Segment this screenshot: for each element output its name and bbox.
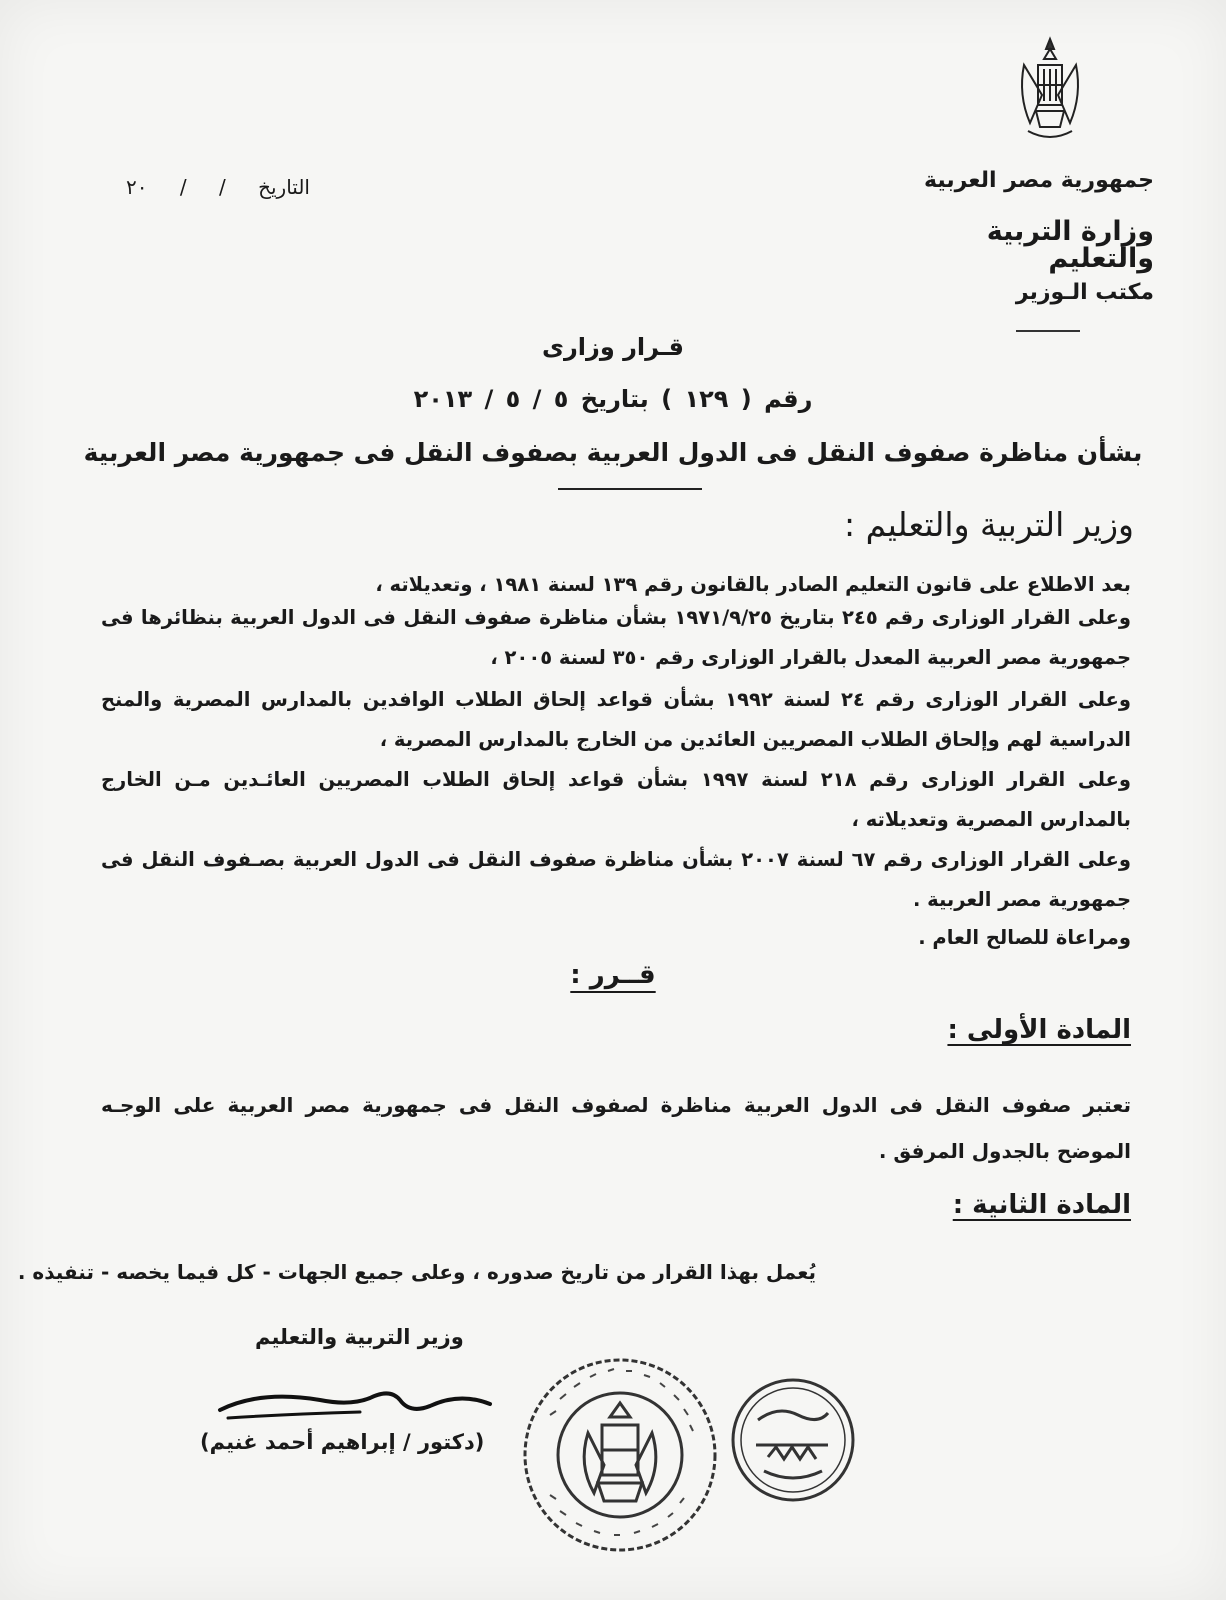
eagle-emblem-icon: [1014, 35, 1086, 145]
ministry-name: وزارة التربية والتعليم: [986, 216, 1154, 274]
subject-divider: [558, 488, 702, 490]
round-stamp-icon: [728, 1375, 858, 1505]
ministry-seal-icon: [520, 1355, 720, 1555]
article-2-text: يُعمل بهذا القرار من تاريخ صدوره ، وعلى جميع الجهات - كل فيما يخصه - تنفيذه .: [17, 1260, 816, 1284]
preamble-paragraph: بعد الاطلاع على قانون التعليم الصادر بالقانون رقم ١٣٩ لسنة ١٩٨١ ، وتعديلاته ،: [375, 573, 1131, 596]
date-slash: /: [179, 175, 187, 199]
article-1-heading: المادة الأولى :: [947, 1015, 1131, 1045]
date-year: ٢٠: [126, 175, 148, 199]
addressee: وزير التربية والتعليم :: [844, 505, 1134, 544]
preamble-paragraph: ومراعاة للصالح العام .: [918, 926, 1131, 949]
decided-label: قــرر :: [570, 960, 656, 990]
date-field: [100, 175, 310, 199]
country-name: جمهورية مصر العربية: [924, 168, 1154, 193]
signatory-title: وزير التربية والتعليم: [255, 1325, 464, 1349]
preamble-paragraph: وعلى القرار الوزارى رقم ٦٧ لسنة ٢٠٠٧ بشأن مناظرة صفوف النقل فى الدول العربية بصـفوف النقل فى جمهورية مصر العربية .: [101, 848, 1131, 911]
date-slash: /: [218, 175, 226, 199]
article-2-heading: المادة الثانية :: [952, 1190, 1131, 1220]
decree-subject: بشأن مناظرة صفوف النقل فى الدول العربية بصفوف النقل فى جمهورية مصر العربية: [83, 438, 1143, 467]
date-label: التاريخ: [258, 175, 310, 199]
decided-heading: [0, 960, 1226, 990]
preamble-paragraph: وعلى القرار الوزارى رقم ٢٤ لسنة ١٩٩٢ بشأن قواعد إلحاق الطلاب الوافدين بالمدارس المصرية والمنح الدراسية لهم وإلحاق الطلاب المصريين العائدين من الخارج بالمدارس المصرية ،: [101, 688, 1131, 751]
preamble-paragraph: وعلى القرار الوزارى رقم ٢١٨ لسنة ١٩٩٧ بشأن قواعد إلحاق الطلاب المصريين العائـدين مـن الخارج بالمدارس المصرية وتعديلاته ،: [101, 768, 1131, 831]
article-1-text: تعتبر صفوف النقل فى الدول العربية مناظرة لصفوف النقل فى جمهورية مصر العربية على الوجـه الموضح بالجدول المرفق .: [101, 1093, 1131, 1163]
preamble-paragraph: وعلى القرار الوزارى رقم ٢٤٥ بتاريخ ١٩٧١/٩/٢٥ بشأن مناظرة صفوف النقل فى الدول العربية بنظائرها فى جمهورية مصر العربية المعدل بالقرار الوزارى رقم ٣٥٠ لسنة ٢٠٠٥ ،: [101, 606, 1131, 669]
office-name: مكتب الـوزير: [1015, 280, 1154, 305]
decree-number-line: رقم ( ١٢٩ ) بتاريخ ٥ / ٥ / ٢٠١٣: [413, 385, 813, 413]
header-block: [894, 170, 1154, 304]
decree-title: قـرار وزارى: [541, 333, 685, 361]
signatory-name: (دكتور / إبراهيم أحمد غنيم): [200, 1430, 485, 1454]
header-divider: [1016, 330, 1080, 332]
handwritten-signature-icon: [200, 1370, 500, 1430]
